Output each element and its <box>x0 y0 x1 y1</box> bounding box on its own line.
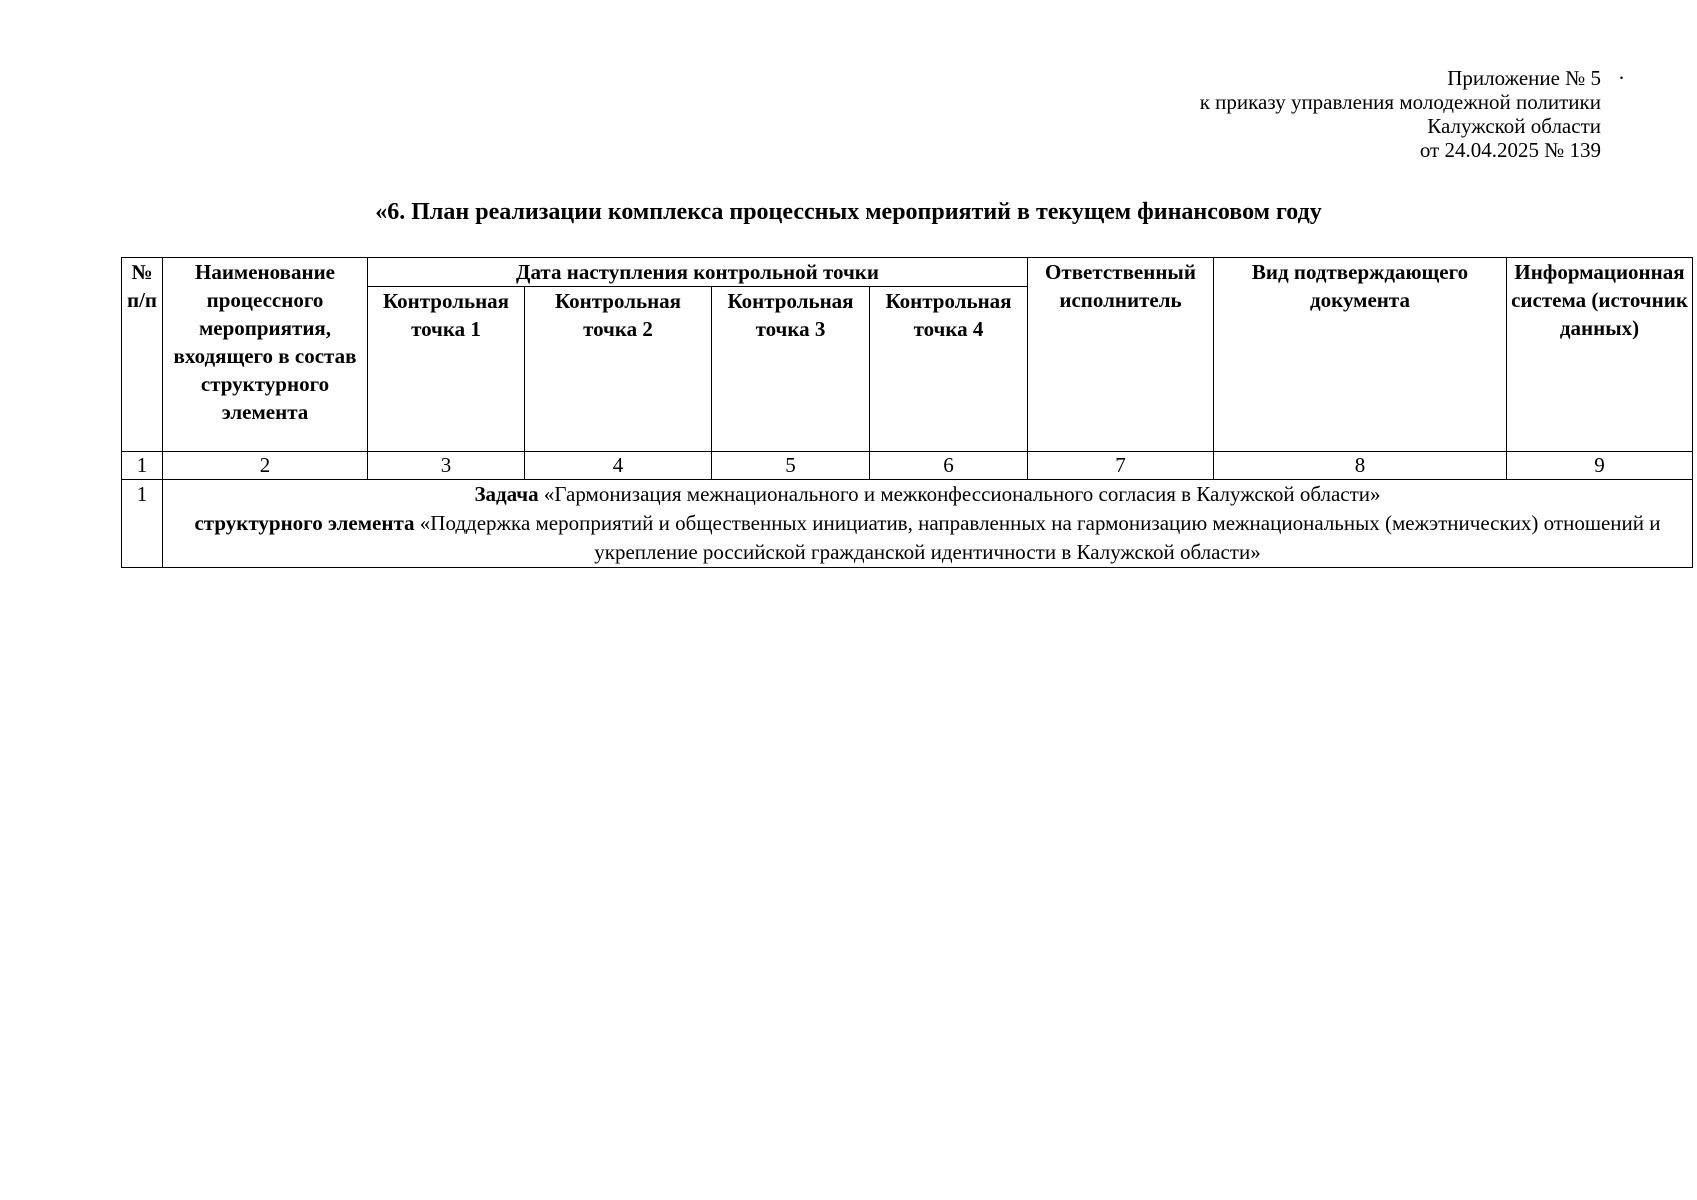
appendix-line-date: от 24.04.2025 № 139 <box>1419 138 1601 162</box>
header-checkpoint-3: Контрольная точка 3 <box>712 287 870 452</box>
appendix-block <box>1001 66 1601 162</box>
column-number: 7 <box>1028 452 1214 480</box>
column-number: 9 <box>1507 452 1693 480</box>
element-label: структурного элемента <box>194 511 415 535</box>
column-number: 1 <box>122 452 163 480</box>
header-checkpoint-1: Контрольная точка 1 <box>368 287 525 452</box>
header-info-system: Информационная система (источник данных) <box>1507 258 1693 452</box>
column-number: 6 <box>870 452 1028 480</box>
column-number-row <box>122 452 1693 480</box>
row-number: 1 <box>122 480 163 568</box>
header-doc-type: Вид подтверждающего документа <box>1214 258 1507 452</box>
header-checkpoint-4: Контрольная точка 4 <box>870 287 1028 452</box>
column-number: 4 <box>525 452 712 480</box>
column-number: 3 <box>368 452 525 480</box>
header-num: № п/п <box>122 258 163 452</box>
element-text: «Поддержка мероприятий и общественных инициатив, направленных на гармонизацию межнациональных (межэтнических) отношений и укрепление российской гражданской идентичности в Калужской области» <box>419 511 1661 564</box>
column-number: 8 <box>1214 452 1507 480</box>
task-text: «Гармонизация межнационального и межконфессионального согласия в Калужской области» <box>543 482 1381 506</box>
header-checkpoint-2: Контрольная точка 2 <box>525 287 712 452</box>
appendix-line-region: Калужской области <box>1427 114 1601 138</box>
appendix-line-order: к приказу управления молодежной политики <box>1199 90 1601 114</box>
column-number: 5 <box>712 452 870 480</box>
header-date-group: Дата наступления контрольной точки <box>368 258 1028 287</box>
task-cell <box>163 480 1693 568</box>
header-row-top <box>122 258 1693 287</box>
plan-table <box>121 257 1693 568</box>
appendix-line-number: Приложение № 5 <box>1447 66 1601 90</box>
column-number: 2 <box>163 452 368 480</box>
document-title: «6. План реализации комплекса процессных мероприятий в текущем финансовом году <box>375 199 1322 225</box>
table-row <box>122 480 1693 568</box>
task-label: Задача <box>474 482 539 506</box>
scan-mark: · <box>1618 66 1625 90</box>
header-name: Наименование процессного мероприятия, входящего в состав структурного элемента <box>163 258 368 452</box>
header-responsible: Ответственный исполнитель <box>1028 258 1214 452</box>
